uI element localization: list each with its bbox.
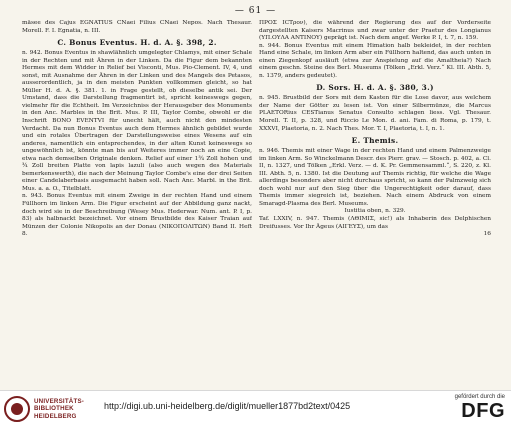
section-heading: D. Sors. H. d. A. §. 380, 3.) [316,83,434,93]
text-paragraph: n. 944. Bonus Eventus mit einem Himation halb bekleidet, in der rechten Hand eine Schale, im linken Arm aber ein Füllhorn haltend, das auch unten in einen Ziegenkopf ausläuft (etwa zur Anspielung auf die Amaltheia?) Nach einem geschn. Steine des Berl. Museums (Tölken „Erkl. Verz.“ Kl. III. Abth. 5, n. 1379, anders gedeutet). [259,42,491,79]
footer-bar [0,390,511,427]
text-paragraph: 16 [483,231,491,238]
logo-line-1: UNIVERSITÄTS- [34,398,85,406]
funder-block [455,394,505,422]
text-paragraph: Taf. LXXIV, n. 947. Themis (ΛΘΙΜΙΣ, sic!) als Inhaberin des Delphischen Dreifusses. Vor Ihr Ägeus (ΑΙΓΕΥΣ), um das [259,216,491,230]
permalink-url[interactable]: http://digi.ub.uni-heidelberg.de/diglit/mueller1877bd2text/0425 [104,401,351,411]
seal-icon [4,396,30,422]
section-heading: C. Bonus Eventus. H. d. A. §. 398, 2. [57,38,217,48]
funder-label: gefördert durch die [454,394,505,400]
logo-text [34,398,84,420]
text-paragraph: n. 943. Bonus Eventus mit einem Zweige in der rechten Hand und einem Füllhorn im linken Arm. Die Figur erscheint auf der Abbildung ganz nackt, doch wird sie in der Beschreibung (Wesey Mus. Hederwar. Num. ant. P. I, p. 83) als halbnackt bezeichnet. Vor einem Brustbilde des Kaiser Traian auf Münzen der Colonie Nikopolis an der Donau (ΝΙΚΟΠΟΛΙΤΩΝ) Band II. Heft 8. [22,193,252,238]
logo-line-3: HEIDELBERG [34,412,77,420]
text-paragraph: n. 942. Bonus Eventus in shawlähnlich umgelegter Chlamys, mit einer Schale in der Rechten und mit Ähren in der Linken. Da die Figur dem bekannten Hermes mit dem Widder in Relief bei Visconti, Mus. Pio-Clement. IV, 4, und sonst, mit Ausnahme der Ähren in der Linken und des Mangels des Petasos, ausserordentlich, ja in den meisten Punkten vollkommen gleicht, so hat Müller H. d. A. §. 381. 1. in Frage gestellt, ob dieselbe antik sei. Der Umstand, dass die Darstellung fragmentirt ist, spricht keineswegs gegen, vielmehr für die Echtheit. Im Verzeichniss der Herausgeber des Monuments in den Anc. Marbles in the Brit. Mus. P. III, Taylor Combe, obwohl er die Inschrift BONO EVENTVI für unecht hält, auch nicht den mindesten Verdacht. Da nun Bonus Eventus auch dem Hermes ähnlich gebildet wurde und ein rotales Übertragen der Darstellungsweise eines Wesens auf ein anderes, namentlich ein entsprechendes, in der alten Kunst keineswegs so ungewöhnlich ist, könnte man bis auf Weiteres immer noch an eine Copie, etwa nach demselben Originale denken. Relief auf einer 1¾ Zoll hohen und ¾ Zoll breiten Platte von lapis lazuli (also auch wegen des Materials bemerkenswerth), die nach der Meinung Taylor Combe's eine der drei Seiten einer Candelaberbasis ausgemacht haben soll. Nach Anc. Marbl. in the Brit. Mus. a. a. O., Titelblatt. [22,50,252,192]
right-column [259,20,491,392]
text-paragraph: n. 945. Brustbild der Sors mit dem Kasten für die Lose davor, aus welchem der Name der Götter zu lesen ist. Von einer Silbermünze, die Marcus PLAETORius CESTianus Senatus Consulto schlagen liess. Vgl. Thesaur. Morell. T. II, p. 328, und Riccio Le Mon. d. ani. Fam. di Roma, p. 179, t. XXXVI, Plaetoria, n. 2. Nach Thes. Mor. T. I, Plaetoria, t. I, n. 1. [259,95,491,132]
text-paragraph: Iustitia oben, n. 329. [344,208,406,215]
library-logo[interactable] [4,394,84,424]
left-column [22,20,252,392]
text-paragraph: mäsee des Cajus EGNATIUS CNaei Filius CNaei Nepos. Nach Thesaur. Morell. F. I. Egnatia, n. III. [22,20,252,34]
text-paragraph: n. 946. Themis mit einer Wage in der rechten Hand und einem Palmenzweige im linken Arm. So Winckelmann Descr. des Pierr. grav. — Stosch. p. 402, a. Cl. II, n. 1327, und Tölken „Erkl. Verz. — d. K. Pr. Gemmensamml.“, S. 220, z. Kl. III. Abth. 5, n. 1380. Ist die Deutung auf Themis richtig, für welche die Wage allerdings besonders aber nicht durchaus spricht, so kann der Palmzweig sich doch wohl nur auf den Sieg über die Ungerechtigkeit oder darauf, dass Themis immer siegreich ist, beziehen. Nach einem Abdruck von einem Smaragd-Plasma des Berl. Museums. [259,148,491,207]
logo-line-2: BIBLIOTHEK [34,405,74,413]
page-number: — 61 — [234,6,277,16]
dfg-logo[interactable]: DFG [461,400,505,422]
text-paragraph: ΠΡΟΣ ΙCTρον), die während der Regierung des auf der Vorderseite dargestellten Kaisers Macrinus und zwar unter der Praetur des Longianus (ΥΠ.ΟΥΛΑ ΑΝΤΙΝΟΥ) geprägt ist. Nach dem angef. Werke P. I, t. 7, n. 159. [259,20,491,42]
section-heading: E. Themis. [351,136,399,146]
